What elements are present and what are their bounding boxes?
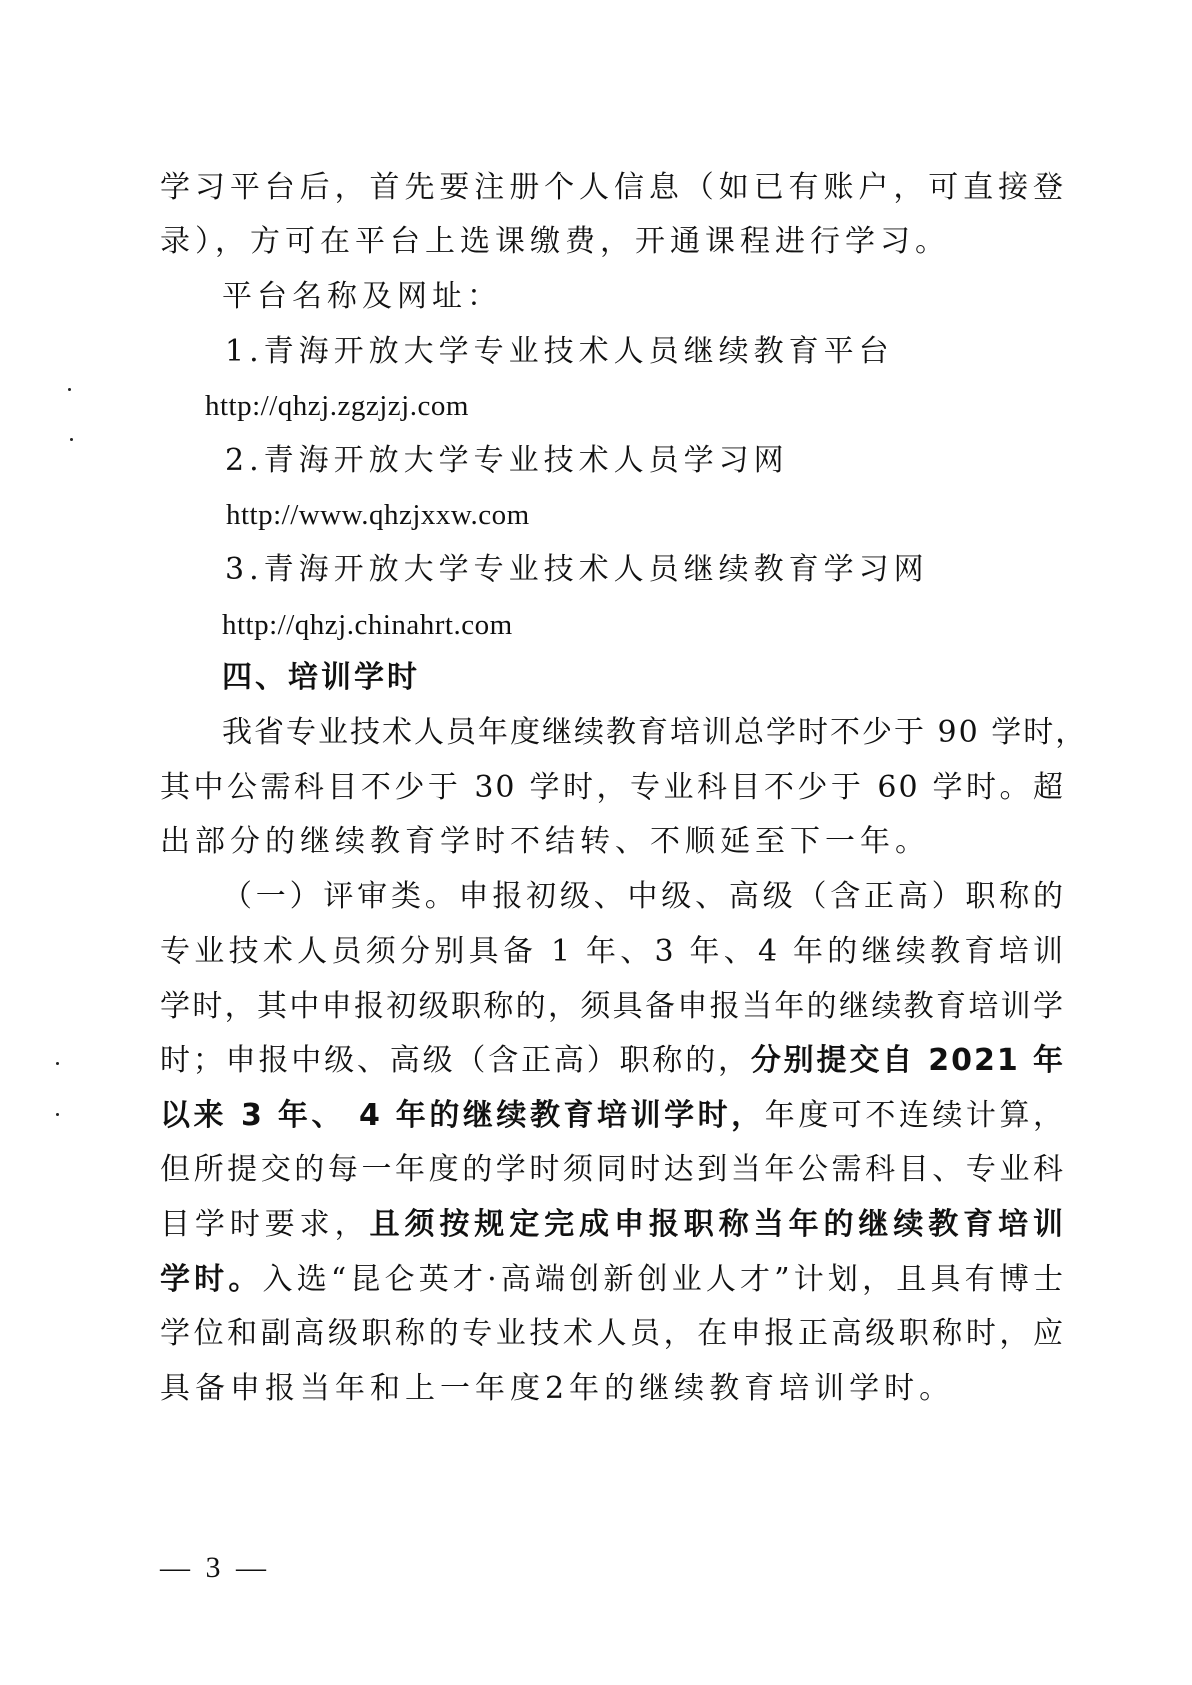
platform-3-url: http://qhzj.chinahrt.com xyxy=(222,609,513,641)
scan-speck xyxy=(68,388,71,391)
scan-speck xyxy=(70,438,73,441)
body-line-8: 学时，其中申报初级职称的，须具备申报当年的继续教育培训学 xyxy=(160,989,1065,1024)
body-line-11: 但所提交的每一年度的学时须同时达到当年公需科目、专业科 xyxy=(160,1152,1065,1187)
platform-list-heading: 平台名称及网址： xyxy=(222,279,502,314)
platform-2-url: http://www.qhzjxxw.com xyxy=(226,499,530,531)
body-line-12-text: 目学时要求， xyxy=(160,1207,370,1242)
body-line-9 xyxy=(160,1041,1065,1081)
body-line-10-text: 年度可不连续计算， xyxy=(764,1098,1066,1133)
platform-2-name: 2.青海开放大学专业技术人员学习网 xyxy=(225,443,789,478)
body-line-12 xyxy=(160,1205,1065,1245)
platform-1-url: http://qhzj.zgzjzj.com xyxy=(205,390,469,422)
body-line-2: 录），方可在平台上选课缴费，开通课程进行学习。 xyxy=(160,224,950,259)
scan-speck xyxy=(56,1113,59,1116)
body-line-6: （一）评审类。申报初级、中级、高级（含正高）职称的 xyxy=(222,879,1065,914)
platform-3-name: 3.青海开放大学专业技术人员继续教育学习网 xyxy=(225,552,929,587)
bold-text-4: 学时。 xyxy=(160,1262,263,1297)
page-number: — 3 — xyxy=(160,1551,270,1584)
body-line-15: 具备申报当年和上一年度2年的继续教育培训学时。 xyxy=(160,1371,955,1406)
bold-text-2: 以来 3 年、 4 年的继续教育培训学时， xyxy=(160,1098,765,1133)
body-line-1: 学习平台后，首先要注册个人信息（如已有账户，可直接登 xyxy=(160,170,1065,205)
platform-1-name: 1.青海开放大学专业技术人员继续教育平台 xyxy=(225,334,894,369)
bold-text-3: 且须按规定完成申报职称当年的继续教育培训 xyxy=(369,1207,1066,1242)
body-line-14: 学位和副高级职称的专业技术人员，在申报正高级职称时，应 xyxy=(160,1316,1065,1351)
body-line-3: 我省专业技术人员年度继续教育培训总学时不少于 90 学时， xyxy=(222,715,1088,750)
scan-speck xyxy=(56,1062,59,1065)
body-line-7: 专业技术人员须分别具备 1 年、3 年、4 年的继续教育培训 xyxy=(160,934,1065,969)
body-line-9-text: 时；申报中级、高级（含正高）职称的， xyxy=(160,1043,751,1078)
body-line-10 xyxy=(160,1096,1065,1136)
bold-text-1: 分别提交自 2021 年 xyxy=(750,1043,1065,1078)
body-line-4: 其中公需科目不少于 30 学时，专业科目不少于 60 学时。超 xyxy=(160,770,1065,805)
section-heading: 四、培训学时 xyxy=(222,660,420,695)
body-line-13-text: 入选“昆仑英才·高端创新创业人才”计划，且具有博士 xyxy=(262,1262,1065,1297)
body-line-5: 出部分的继续教育学时不结转、不顺延至下一年。 xyxy=(160,824,930,859)
body-line-13 xyxy=(160,1260,1065,1300)
